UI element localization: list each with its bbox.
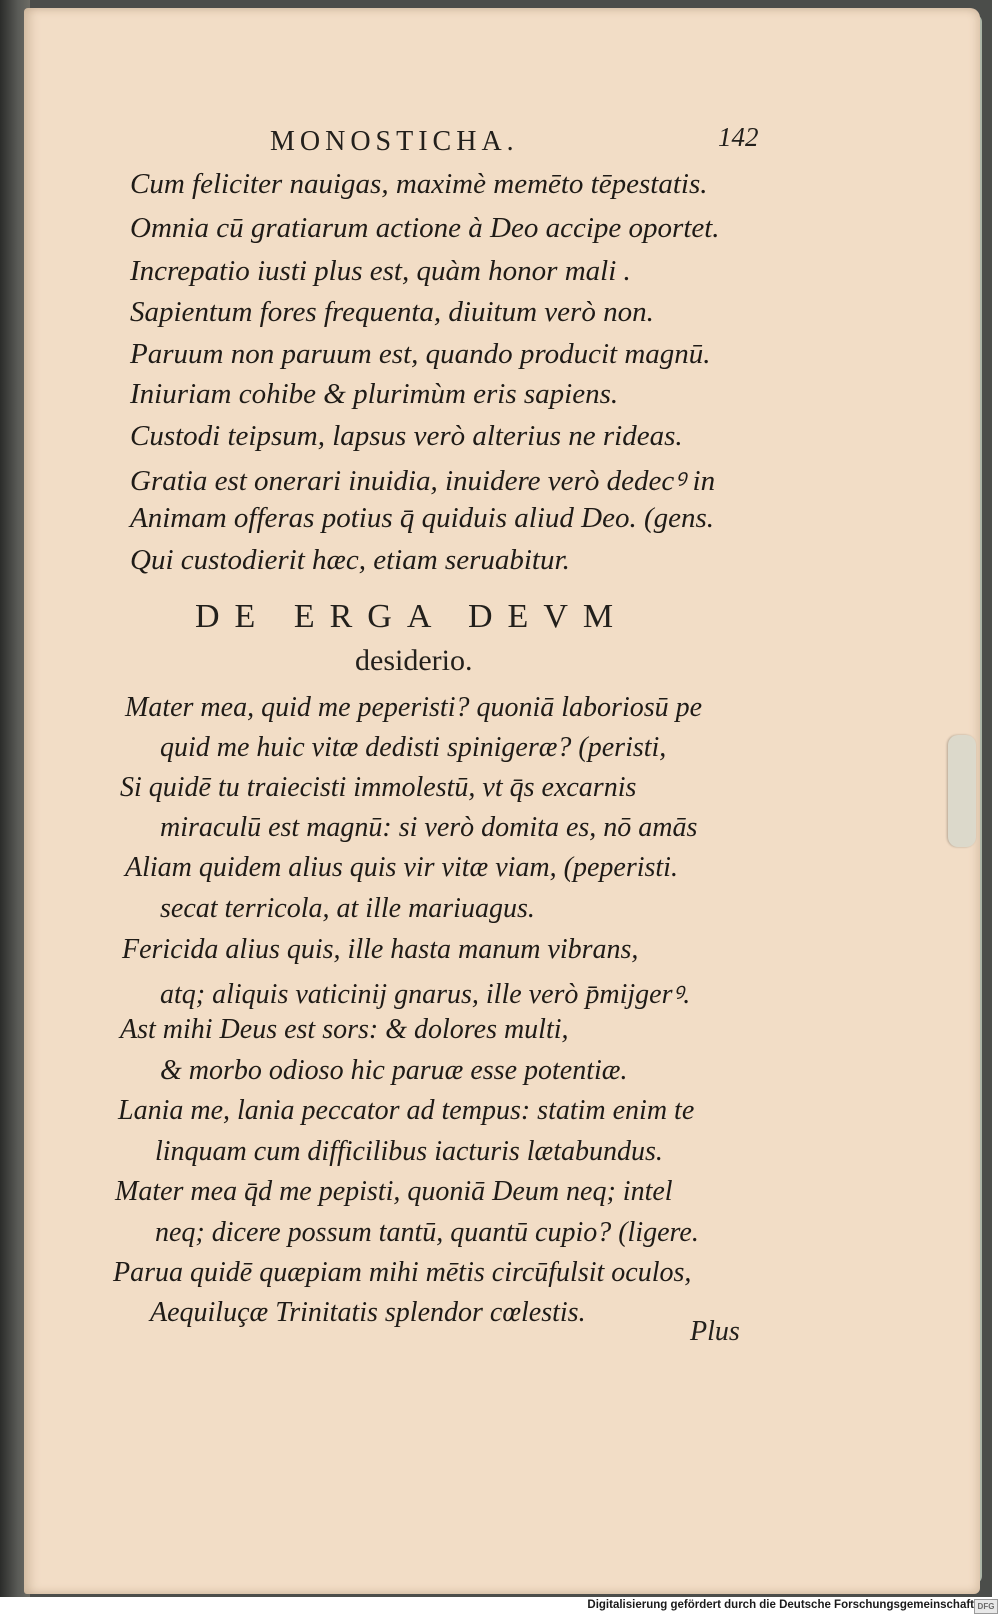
verse-line: Aliam quidem alius quis vir vitæ viam, (peperisti.: [125, 852, 678, 883]
verse-line: atq; aliquis vaticinij gnarus, ille verò p̄mijgerꝰ.: [160, 979, 691, 1010]
verse-line: Aequiluçæ Trinitatis splendor cœlestis.: [150, 1297, 586, 1328]
section-subtitle: desiderio.: [355, 644, 473, 677]
running-head: MONOSTICHA.: [270, 126, 519, 157]
verse-line: secat terricola, at ille mariuagus.: [160, 893, 535, 924]
verse-line: Sapientum fores frequenta, diuitum verò non.: [130, 296, 654, 328]
page-tab: [948, 735, 976, 847]
verse-line: Custodi teipsum, lapsus verò alterius ne rideas.: [130, 420, 683, 452]
verse-line: Gratia est onerari inuidia, inuidere verò dedecꝰ in: [130, 465, 716, 497]
funding-credit: Digitalisierung gefördert durch die Deutsche Forschungsgemeinschaft: [587, 1599, 974, 1611]
verse-line: Fericida alius quis, ille hasta manum vibrans,: [122, 934, 639, 965]
catchword: Plus: [690, 1316, 740, 1347]
verse-line: Iniuriam cohibe & plurimùm eris sapiens.: [130, 378, 619, 410]
verse-line: Lania me, lania peccator ad tempus: statim enim te: [118, 1095, 695, 1126]
verse-line: Increpatio iusti plus est, quàm honor mali .: [130, 255, 631, 287]
verse-line: & morbo odioso hic paruæ esse potentiæ.: [160, 1055, 628, 1086]
verse-line: linquam cum difficilibus iacturis lætabundus.: [155, 1136, 663, 1167]
verse-line: neq; dicere possum tantū, quantū cupio? (ligere.: [155, 1217, 699, 1248]
verse-line: Qui custodierit hæc, etiam seruabitur.: [130, 544, 570, 576]
verse-line: Omnia cū gratiarum actione à Deo accipe oportet.: [130, 212, 720, 244]
page-number: 142: [718, 122, 759, 152]
verse-line: miraculū est magnū: si verò domita es, nō amās: [160, 812, 698, 843]
verse-line: Mater mea q̄d me pepisti, quoniā Deum neq; intel: [115, 1176, 673, 1207]
verse-line: Cum feliciter nauigas, maximè memēto tēpestatis.: [130, 168, 708, 200]
verse-line: Ast mihi Deus est sors: & dolores multi,: [120, 1014, 569, 1045]
verse-line: Paruum non paruum est, quando producit magnū.: [130, 338, 711, 370]
verse-line: Animam offeras potius q̄ quiduis aliud Deo. (gens.: [130, 502, 715, 534]
dfg-logo: DFG: [974, 1599, 998, 1614]
section-title: DE ERGA DEVM: [195, 598, 629, 635]
verse-line: Si quidē tu traiecisti immolestū, vt q̄s excarnis: [120, 772, 637, 803]
verse-line: quid me huic vitæ dedisti spinigeræ? (peristi,: [160, 732, 667, 763]
verse-line: Parua quidē quæpiam mihi mētis circūfulsit oculos,: [113, 1257, 692, 1288]
verse-line: Mater mea, quid me peperisti? quoniā laboriosū pe: [125, 692, 703, 723]
